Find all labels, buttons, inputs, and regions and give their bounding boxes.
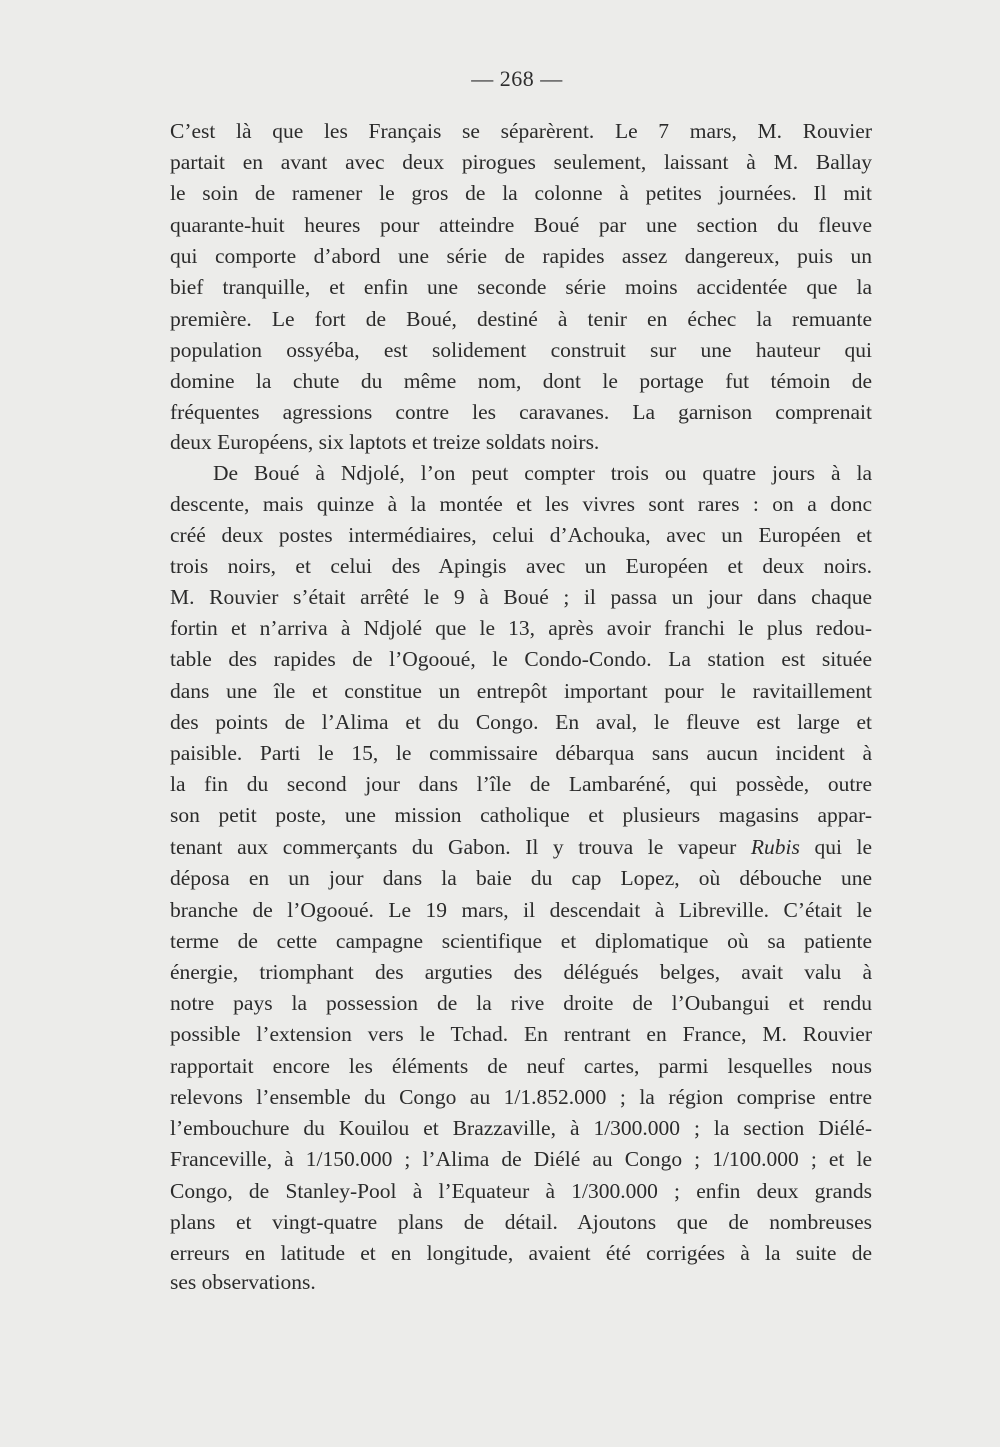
text-line: le soin de ramener le gros de la colonne à petites journées. Il mit: [170, 181, 872, 205]
text-line-end: qui le: [814, 835, 873, 859]
text-line: plans et vingt-quatre plans de détail. Ajoutons que de nombreuses: [170, 1210, 872, 1234]
text-line: rapportait encore les éléments de neuf cartes, parmi lesquelles nous: [170, 1054, 872, 1078]
text-line: table des rapides de l’Ogooué, le Condo-Condo. La station est située: [170, 647, 872, 671]
text-line: [170, 832, 872, 863]
text-line: des points de l’Alima et du Congo. En aval, le fleuve est large et: [170, 710, 872, 734]
text-line: première. Le fort de Boué, destiné à tenir en échec la remuante: [170, 307, 872, 331]
text-line: l’embouchure du Kouilou et Brazzaville, à 1/300.000 ; la section Diélé-: [170, 1116, 872, 1140]
text-line: De Boué à Ndjolé, l’on peut compter trois ou quatre jours à la: [213, 461, 872, 485]
text-line: possible l’extension vers le Tchad. En rentrant en France, M. Rouvier: [170, 1022, 872, 1046]
text-line: la fin du second jour dans l’île de Lambaréné, qui possède, outre: [170, 772, 872, 796]
text-line: branche de l’Ogooué. Le 19 mars, il descendait à Libreville. C’était le: [170, 898, 872, 922]
text-line: qui comporte d’abord une série de rapides assez dangereux, puis un: [170, 244, 872, 268]
text-line: population ossyéba, est solidement construit sur une hauteur qui: [170, 338, 872, 362]
text-line: bief tranquille, et enfin une seconde série moins accidentée que la: [170, 275, 872, 299]
text-line-start: tenant aux commerçants du Gabon. Il y trouva le vapeur: [170, 835, 737, 859]
text-line: énergie, triomphant des arguties des délégués belges, avait valu à: [170, 960, 872, 984]
text-line: ses observations.: [170, 1270, 316, 1294]
text-line: relevons l’ensemble du Congo au 1/1.852.000 ; la région comprise entre: [170, 1085, 872, 1109]
text-line: domine la chute du même nom, dont le portage fut témoin de: [170, 369, 872, 393]
text-line: erreurs en latitude et en longitude, avaient été corrigées à la suite de: [170, 1241, 872, 1265]
text-line: partait en avant avec deux pirogues seulement, laissant à M. Ballay: [170, 150, 872, 174]
text-line: descente, mais quinze à la montée et les vivres sont rares : on a donc: [170, 492, 872, 516]
text-line: créé deux postes intermédiaires, celui d’Achouka, avec un Européen et: [170, 523, 872, 547]
vessel-name: Rubis: [750, 835, 800, 859]
text-line: fortin et n’arriva à Ndjolé que le 13, après avoir franchi le plus redou-: [170, 616, 872, 640]
text-line: fréquentes agressions contre les caravanes. La garnison comprenait: [170, 400, 872, 424]
text-line: M. Rouvier s’était arrêté le 9 à Boué ; il passa un jour dans chaque: [170, 585, 872, 609]
page-number: — 268 —: [471, 66, 563, 91]
text-line: notre pays la possession de la rive droite de l’Oubangui et rendu: [170, 991, 872, 1015]
text-line: Congo, de Stanley-Pool à l’Equateur à 1/300.000 ; enfin deux grands: [170, 1179, 872, 1203]
text-line: paisible. Parti le 15, le commissaire débarqua sans aucun incident à: [170, 741, 872, 765]
text-line: déposa en un jour dans la baie du cap Lopez, où débouche une: [170, 866, 872, 890]
text-line: quarante-huit heures pour atteindre Boué par une section du fleuve: [170, 213, 872, 237]
text-line: terme de cette campagne scientifique et diplomatique où sa patiente: [170, 929, 872, 953]
text-line: son petit poste, une mission catholique et plusieurs magasins appar-: [170, 803, 872, 827]
text-line: deux Européens, six laptots et treize soldats noirs.: [170, 430, 600, 454]
text-line: Franceville, à 1/150.000 ; l’Alima de Diélé au Congo ; 1/100.000 ; et le: [170, 1147, 872, 1171]
text-line: dans une île et constitue un entrepôt important pour le ravitaillement: [170, 679, 872, 703]
text-line: trois noirs, et celui des Apingis avec un Européen et deux noirs.: [170, 554, 872, 578]
text-line: C’est là que les Français se séparèrent. Le 7 mars, M. Rouvier: [170, 119, 872, 143]
